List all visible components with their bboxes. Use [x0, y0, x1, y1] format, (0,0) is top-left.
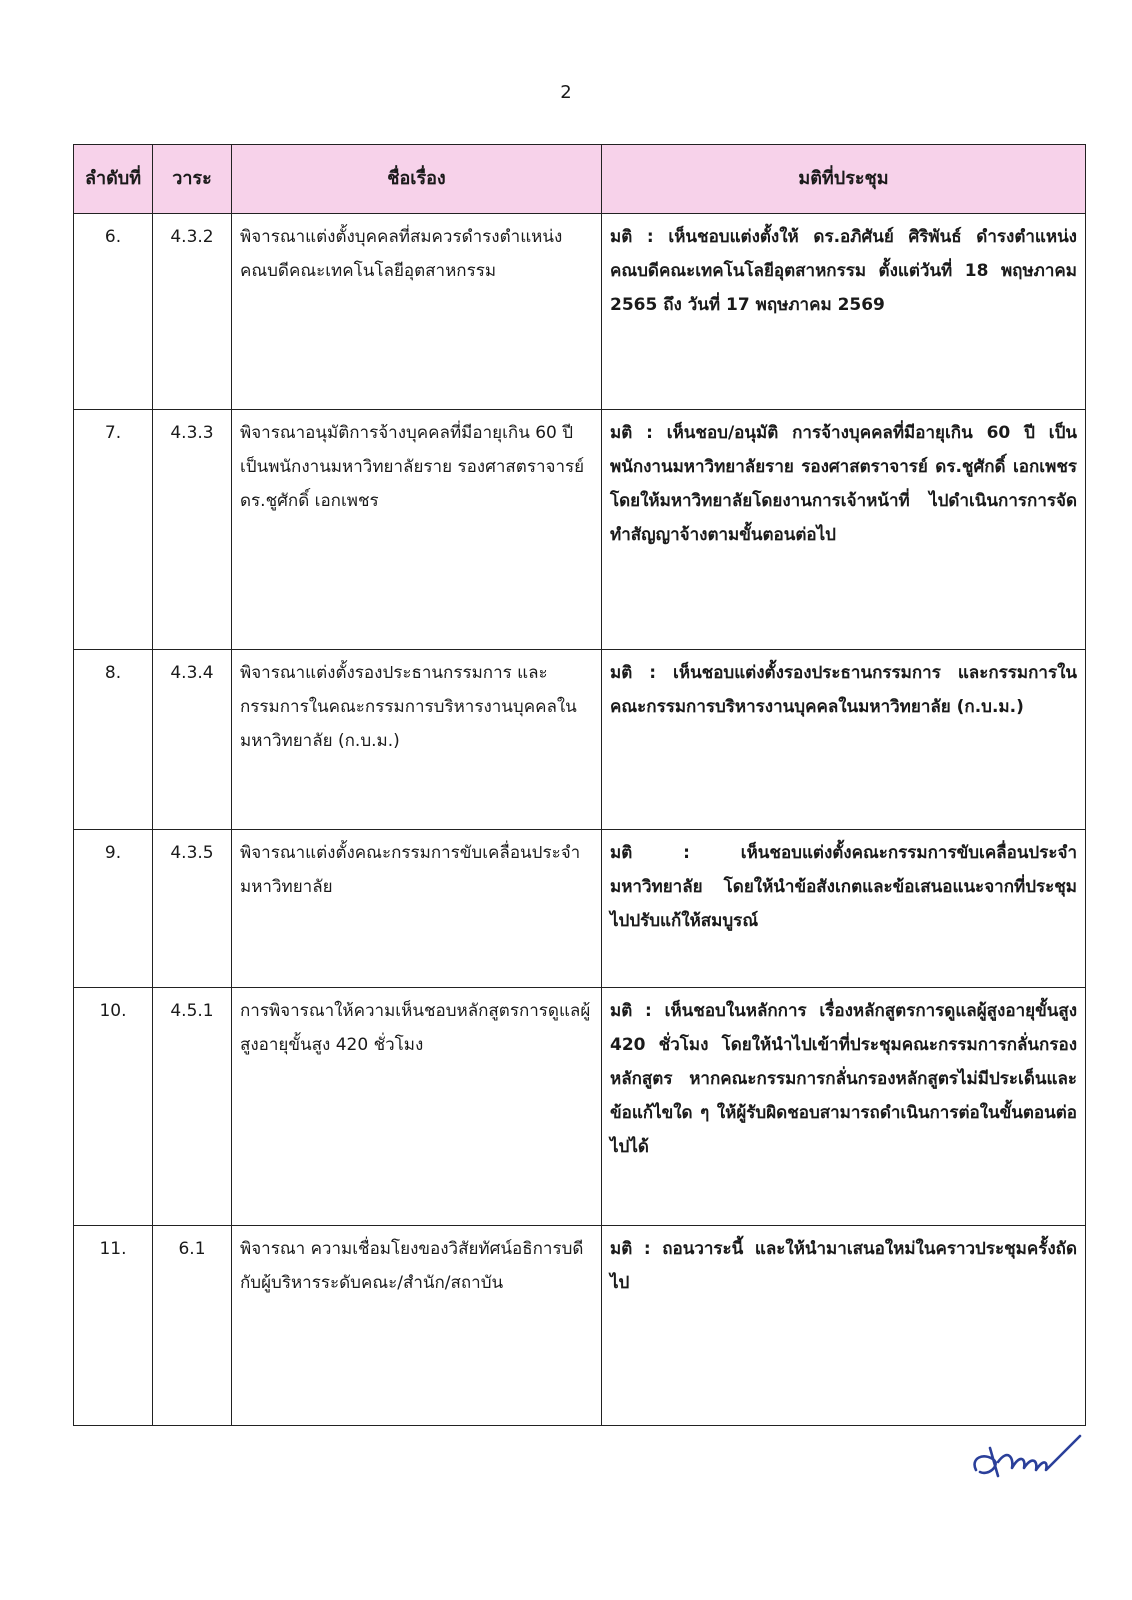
row-resolution: มติ : เห็นชอบ/อนุมัติ การจ้างบุคคลที่มีอายุเกิน 60 ปี เป็นพนักงานมหาวิทยาลัยราย รองศาสตราจารย์ ดร.ชูศักดิ์ เอกเพชร โดยให้มหาวิทยาลัยโดยงานการเจ้าหน้าที่ ไปดำเนินการการจัดทำสัญญาจ้างตามขั้นตอนต่อไป [602, 410, 1086, 650]
row-title: พิจารณาแต่งตั้งคณะกรรมการขับเคลื่อนประจำมหาวิทยาลัย [232, 830, 602, 988]
row-resolution: มติ : เห็นชอบแต่งตั้งคณะกรรมการขับเคลื่อนประจำมหาวิทยาลัย โดยให้นำข้อสังเกตและข้อเสนอแนะจากที่ประชุมไปปรับแก้ให้สมบูรณ์ [602, 830, 1086, 988]
table-row [74, 1226, 1086, 1426]
row-agenda: 4.5.1 [153, 988, 232, 1226]
table-row [74, 988, 1086, 1226]
row-no: 8. [74, 650, 153, 830]
table-row [74, 650, 1086, 830]
header-no: ลำดับที่ [74, 145, 153, 214]
row-title: พิจารณาแต่งตั้งบุคคลที่สมควรดำรงตำแหน่งคณบดีคณะเทคโนโลยีอุตสาหกรรม [232, 214, 602, 410]
row-no: 7. [74, 410, 153, 650]
page-number: 2 [560, 82, 572, 103]
row-agenda: 4.3.3 [153, 410, 232, 650]
row-resolution: มติ : ถอนวาระนี้ และให้นำมาเสนอใหม่ในคราวประชุมครั้งถัดไป [602, 1226, 1086, 1426]
row-resolution: มติ : เห็นชอบแต่งตั้งรองประธานกรรมการ และกรรมการในคณะกรรมการบริหารงานบุคคลในมหาวิทยาลัย (ก.บ.ม.) [602, 650, 1086, 830]
row-title: พิจารณา ความเชื่อมโยงของวิสัยทัศน์อธิการบดีกับผู้บริหารระดับคณะ/สำนัก/สถาบัน [232, 1226, 602, 1426]
row-no: 9. [74, 830, 153, 988]
row-agenda: 4.3.5 [153, 830, 232, 988]
header-agenda: วาระ [153, 145, 232, 214]
row-agenda: 4.3.2 [153, 214, 232, 410]
row-no: 6. [74, 214, 153, 410]
row-no: 10. [74, 988, 153, 1226]
row-resolution: มติ : เห็นชอบในหลักการ เรื่องหลักสูตรการดูแลผู้สูงอายุขั้นสูง 420 ชั่วโมง โดยให้นำไปเข้าที่ประชุมคณะกรรมการกลั่นกรองหลักสูตร หากคณะกรรมการกลั่นกรองหลักสูตรไม่มีประเด็นและข้อแก้ไขใด ๆ ให้ผู้รับผิดชอบสามารถดำเนินการต่อในขั้นตอนต่อไปได้ [602, 988, 1086, 1226]
header-resolution: มติที่ประชุม [602, 145, 1086, 214]
header-title: ชื่อเรื่อง [232, 145, 602, 214]
table-row [74, 410, 1086, 650]
table-row [74, 830, 1086, 988]
row-title: พิจารณาอนุมัติการจ้างบุคคลที่มีอายุเกิน 60 ปี เป็นพนักงานมหาวิทยาลัยราย รองศาสตราจารย์ ดร.ชูศักดิ์ เอกเพชร [232, 410, 602, 650]
table-row [74, 214, 1086, 410]
meeting-resolutions-table [73, 144, 1086, 1426]
row-agenda: 6.1 [153, 1226, 232, 1426]
row-resolution: มติ : เห็นชอบแต่งตั้งให้ ดร.อภิศันย์ ศิริพันธ์ ดำรงตำแหน่งคณบดีคณะเทคโนโลยีอุตสาหกรรม ตั้งแต่วันที่ 18 พฤษภาคม 2565 ถึง วันที่ 17 พฤษภาคม 2569 [602, 214, 1086, 410]
row-no: 11. [74, 1226, 153, 1426]
row-agenda: 4.3.4 [153, 650, 232, 830]
row-title: พิจารณาแต่งตั้งรองประธานกรรมการ และกรรมการในคณะกรรมการบริหารงานบุคคลในมหาวิทยาลัย (ก.บ.ม.) [232, 650, 602, 830]
row-title: การพิจารณาให้ความเห็นชอบหลักสูตรการดูแลผู้สูงอายุขั้นสูง 420 ชั่วโมง [232, 988, 602, 1226]
handwritten-signature [968, 1418, 1088, 1488]
table-header-row [74, 145, 1086, 214]
